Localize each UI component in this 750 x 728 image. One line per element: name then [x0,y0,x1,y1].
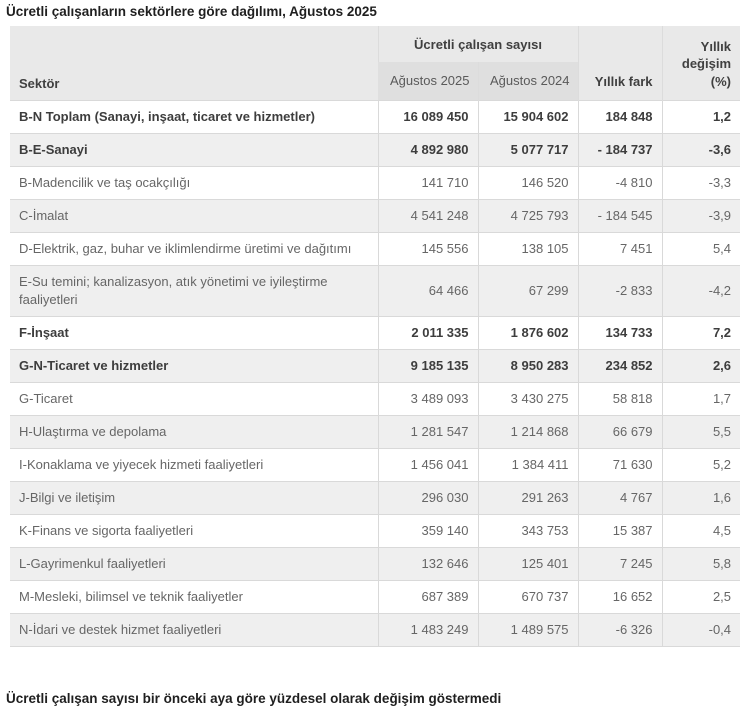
yillik-fark-cell: 15 387 [578,514,662,547]
aug2024-cell: 67 299 [478,265,578,316]
yillik-degisim-cell: -3,3 [662,166,740,199]
aug2024-cell: 8 950 283 [478,349,578,382]
sector-cell: G-N-Ticaret ve hizmetler [10,349,378,382]
aug2025-cell: 9 185 135 [378,349,478,382]
aug2025-cell: 4 892 980 [378,133,478,166]
sector-cell: H-Ulaştırma ve depolama [10,415,378,448]
table-row-bilgi-iletisim [10,481,740,514]
sector-cell: F-İnşaat [10,316,378,349]
sector-cell: B-E-Sanayi [10,133,378,166]
table-row-bn-toplam [10,100,740,133]
yillik-degisim-cell: 4,5 [662,514,740,547]
yillik-degisim-cell: 5,5 [662,415,740,448]
sector-cell: J-Bilgi ve iletişim [10,481,378,514]
aug2024-cell: 1 489 575 [478,613,578,646]
sector-cell: D-Elektrik, gaz, buhar ve iklimlendirme üretimi ve dağıtımı [10,232,378,265]
yillik-fark-cell: -4 810 [578,166,662,199]
table-row-finans-sigorta [10,514,740,547]
yillik-degisim-cell: 5,4 [662,232,740,265]
table-row-su-temini [10,265,740,316]
aug2025-cell: 132 646 [378,547,478,580]
yillik-fark-cell: 16 652 [578,580,662,613]
yillik-degisim-cell: -3,9 [662,199,740,232]
yillik-fark-cell: 4 767 [578,481,662,514]
yillik-fark-cell: - 184 737 [578,133,662,166]
column-header-yillik-fark: Yıllık fark [578,26,662,100]
column-header-agustos-2025: Ağustos 2025 [378,62,478,100]
sector-cell: I-Konaklama ve yiyecek hizmeti faaliyetleri [10,448,378,481]
table-row-madencilik [10,166,740,199]
yillik-fark-cell: 134 733 [578,316,662,349]
aug2024-cell: 15 904 602 [478,100,578,133]
aug2024-cell: 146 520 [478,166,578,199]
yillik-degisim-cell: -4,2 [662,265,740,316]
yillik-fark-cell: 234 852 [578,349,662,382]
sector-cell: G-Ticaret [10,382,378,415]
table-row-gayrimenkul [10,547,740,580]
sector-cell: K-Finans ve sigorta faaliyetleri [10,514,378,547]
yillik-fark-cell: 58 818 [578,382,662,415]
yillik-degisim-cell: 1,6 [662,481,740,514]
aug2025-cell: 687 389 [378,580,478,613]
yillik-fark-cell: 184 848 [578,100,662,133]
footnote: Ücretli çalışan sayısı bir önceki aya göre yüzdesel olarak değişim göstermedi [6,690,502,706]
sector-distribution-table [10,26,740,647]
table-row-insaat [10,316,740,349]
table-row-ulastirma [10,415,740,448]
table-row-gn-ticaret-hizmetler [10,349,740,382]
aug2024-cell: 1 214 868 [478,415,578,448]
aug2024-cell: 125 401 [478,547,578,580]
yillik-fark-cell: -2 833 [578,265,662,316]
yillik-degisim-cell: -3,6 [662,133,740,166]
table-row-be-sanayi [10,133,740,166]
sector-cell: M-Mesleki, bilimsel ve teknik faaliyetler [10,580,378,613]
table-row-konaklama [10,448,740,481]
aug2025-cell: 16 089 450 [378,100,478,133]
yillik-fark-cell: 7 245 [578,547,662,580]
aug2025-cell: 1 281 547 [378,415,478,448]
aug2025-cell: 145 556 [378,232,478,265]
column-header-yillik-degisim: Yıllık değişim (%) [662,26,740,100]
yillik-degisim-cell: 1,2 [662,100,740,133]
yillik-degisim-cell: -0,4 [662,613,740,646]
aug2024-cell: 343 753 [478,514,578,547]
yillik-degisim-cell: 2,5 [662,580,740,613]
aug2025-cell: 64 466 [378,265,478,316]
sector-cell: B-Madencilik ve taş ocakçılığı [10,166,378,199]
aug2024-cell: 4 725 793 [478,199,578,232]
aug2025-cell: 4 541 248 [378,199,478,232]
aug2024-cell: 670 737 [478,580,578,613]
yillik-fark-cell: 66 679 [578,415,662,448]
aug2025-cell: 141 710 [378,166,478,199]
table-row-ticaret [10,382,740,415]
yillik-fark-cell: - 184 545 [578,199,662,232]
table-row-idari-destek [10,613,740,646]
yillik-degisim-cell: 5,2 [662,448,740,481]
sector-cell: L-Gayrimenkul faaliyetleri [10,547,378,580]
aug2024-cell: 1 384 411 [478,448,578,481]
aug2024-cell: 1 876 602 [478,316,578,349]
table-body [10,100,740,646]
yillik-degisim-cell: 1,7 [662,382,740,415]
sector-cell: C-İmalat [10,199,378,232]
table-header [10,26,740,100]
header-row-group [10,26,740,62]
aug2025-cell: 359 140 [378,514,478,547]
table-row-imalat [10,199,740,232]
aug2024-cell: 138 105 [478,232,578,265]
yillik-degisim-cell: 5,8 [662,547,740,580]
sector-cell: E-Su temini; kanalizasyon, atık yönetimi ve iyileştirme faaliyetleri [10,265,378,316]
aug2025-cell: 3 489 093 [378,382,478,415]
yillik-fark-cell: 71 630 [578,448,662,481]
table-row-elektrik [10,232,740,265]
yillik-fark-cell: 7 451 [578,232,662,265]
table-row-mesleki-bilimsel [10,580,740,613]
aug2025-cell: 1 483 249 [378,613,478,646]
aug2024-cell: 3 430 275 [478,382,578,415]
column-header-agustos-2024: Ağustos 2024 [478,62,578,100]
yillik-degisim-cell: 2,6 [662,349,740,382]
sector-cell: N-İdari ve destek hizmet faaliyetleri [10,613,378,646]
column-header-sector: Sektör [10,26,378,100]
page-title: Ücretli çalışanların sektörlere göre dağılımı, Ağustos 2025 [6,4,377,19]
yillik-fark-cell: -6 326 [578,613,662,646]
sector-cell: B-N Toplam (Sanayi, inşaat, ticaret ve hizmetler) [10,100,378,133]
aug2025-cell: 1 456 041 [378,448,478,481]
aug2024-cell: 291 263 [478,481,578,514]
yillik-degisim-cell: 7,2 [662,316,740,349]
column-group-header-ucretli-calisan-sayisi: Ücretli çalışan sayısı [378,26,578,62]
aug2025-cell: 2 011 335 [378,316,478,349]
aug2025-cell: 296 030 [378,481,478,514]
aug2024-cell: 5 077 717 [478,133,578,166]
